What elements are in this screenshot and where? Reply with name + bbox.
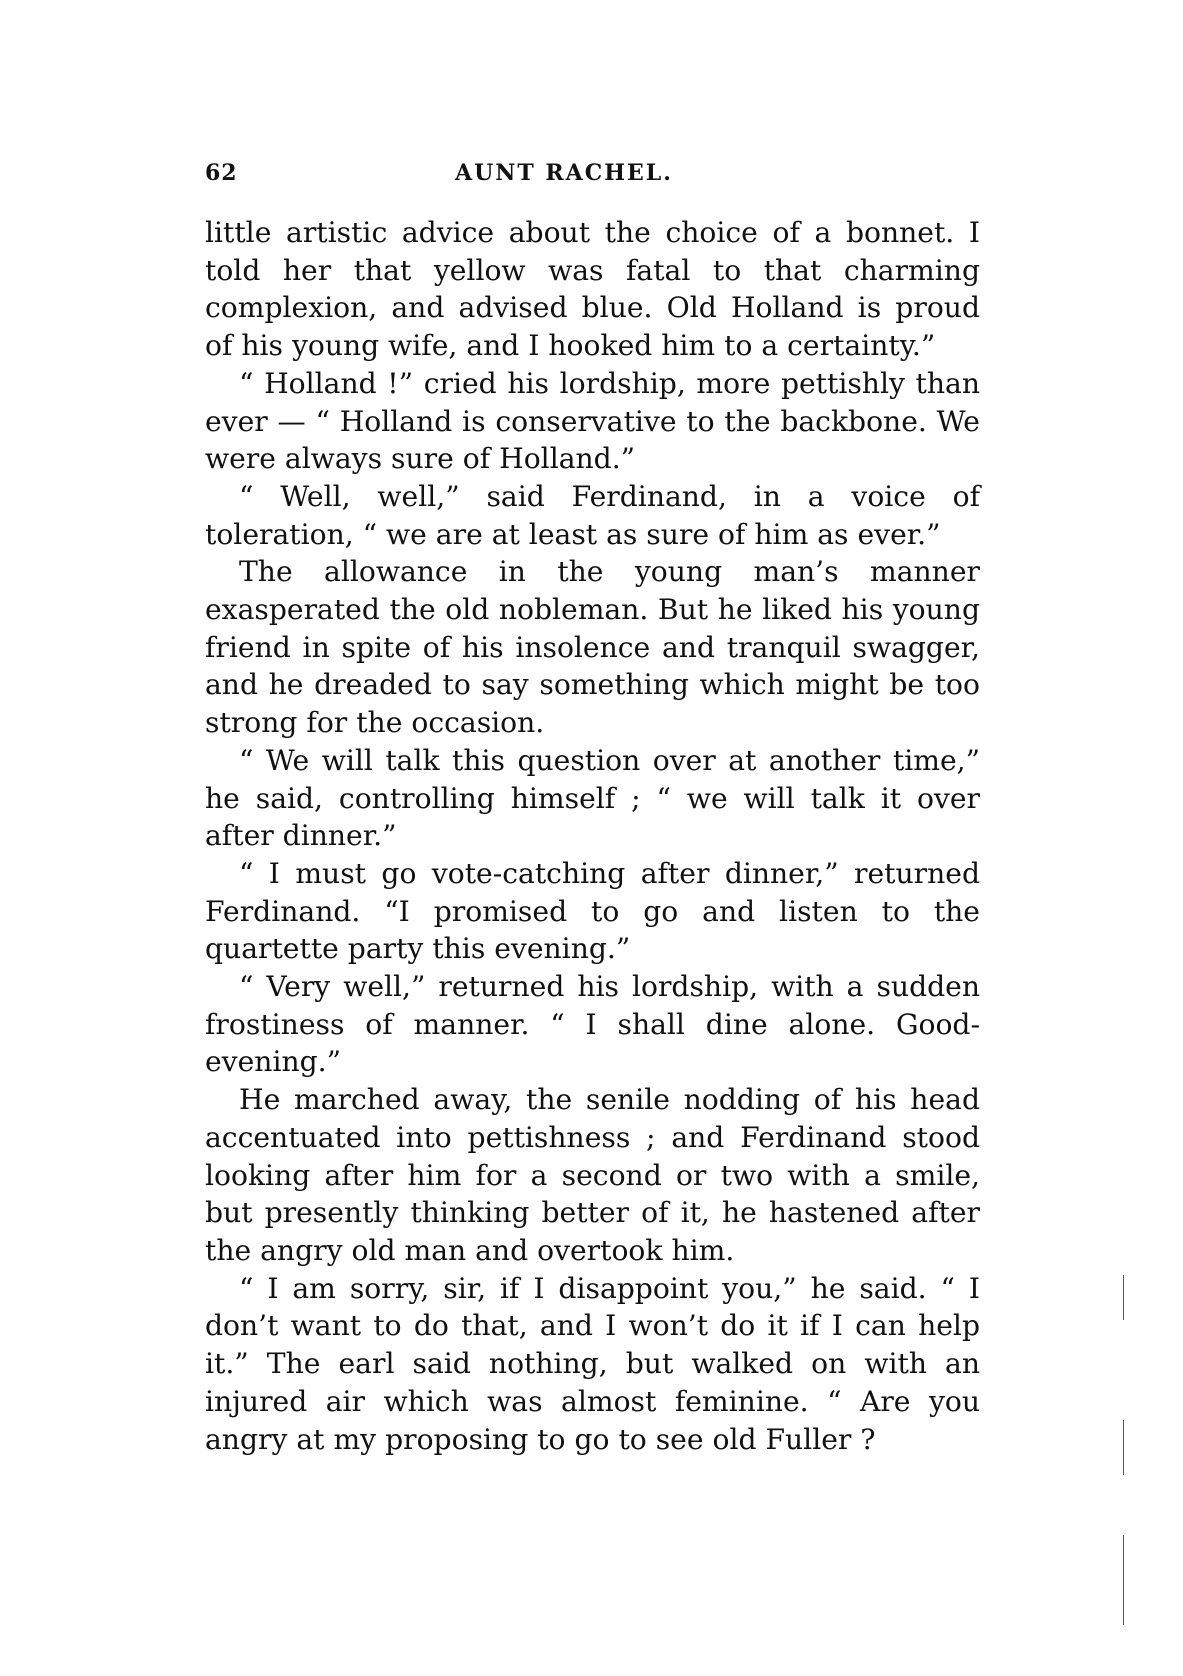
page-number: 62 — [205, 160, 238, 186]
scan-edge-mark — [1123, 1275, 1124, 1320]
paragraph: He marched away, the senile nodding of his head accentuated into pettishness ; and Ferdinand stood looking after him for a second or two with a smile, but presently thinking better of it, he hastened after the angry old man and overtook him. — [205, 1083, 980, 1267]
scan-edge-mark — [1123, 1535, 1124, 1625]
paragraph: “ Well, well,” said Ferdinand, in a voice of toleration, “ we are at least as sure of him as ever.” — [205, 479, 980, 551]
running-title: AUNT RACHEL. — [455, 160, 673, 186]
paragraph: The allowance in the young man’s manner exasperated the old nobleman. But he liked his young friend in spite of his insolence and tranquil swagger, and he dreaded to say something which might be too strong for the occasion. — [205, 555, 980, 740]
paragraph: “ We will talk this question over at another time,” he said, controlling himself ; “ we will talk it over after dinner.” — [205, 743, 980, 853]
scan-edge-mark — [1123, 1420, 1124, 1475]
paragraph: “ I am sorry, sir, if I disappoint you,” he said. “ I don’t want to do that, and I won’t do it if I can help it.” The earl said nothing, but walked on with an injured air which was almost feminine. “ Are you angry at my proposing to go to see old Fuller ? — [205, 1271, 980, 1456]
paragraph: “ I must go vote-catching after dinner,” returned Ferdinand. “I promised to go and listen to the quartette party this evening.” — [205, 856, 980, 966]
paragraph: “ Holland !” cried his lordship, more pettishly than ever — “ Holland is conservative to the backbone. We were always sure of Holland.” — [205, 366, 980, 476]
paragraph: “ Very well,” returned his lordship, with a sudden frostiness of manner. “ I shall dine alone. Good-evening.” — [205, 970, 980, 1079]
running-head — [205, 160, 980, 200]
paragraph: little artistic advice about the choice of a bonnet. I told her that yellow was fatal to that charming complexion, and advised blue. Old Holland is proud of his young wife, and I hooked him to a certainty.” — [205, 216, 980, 363]
body-text — [205, 214, 980, 1458]
